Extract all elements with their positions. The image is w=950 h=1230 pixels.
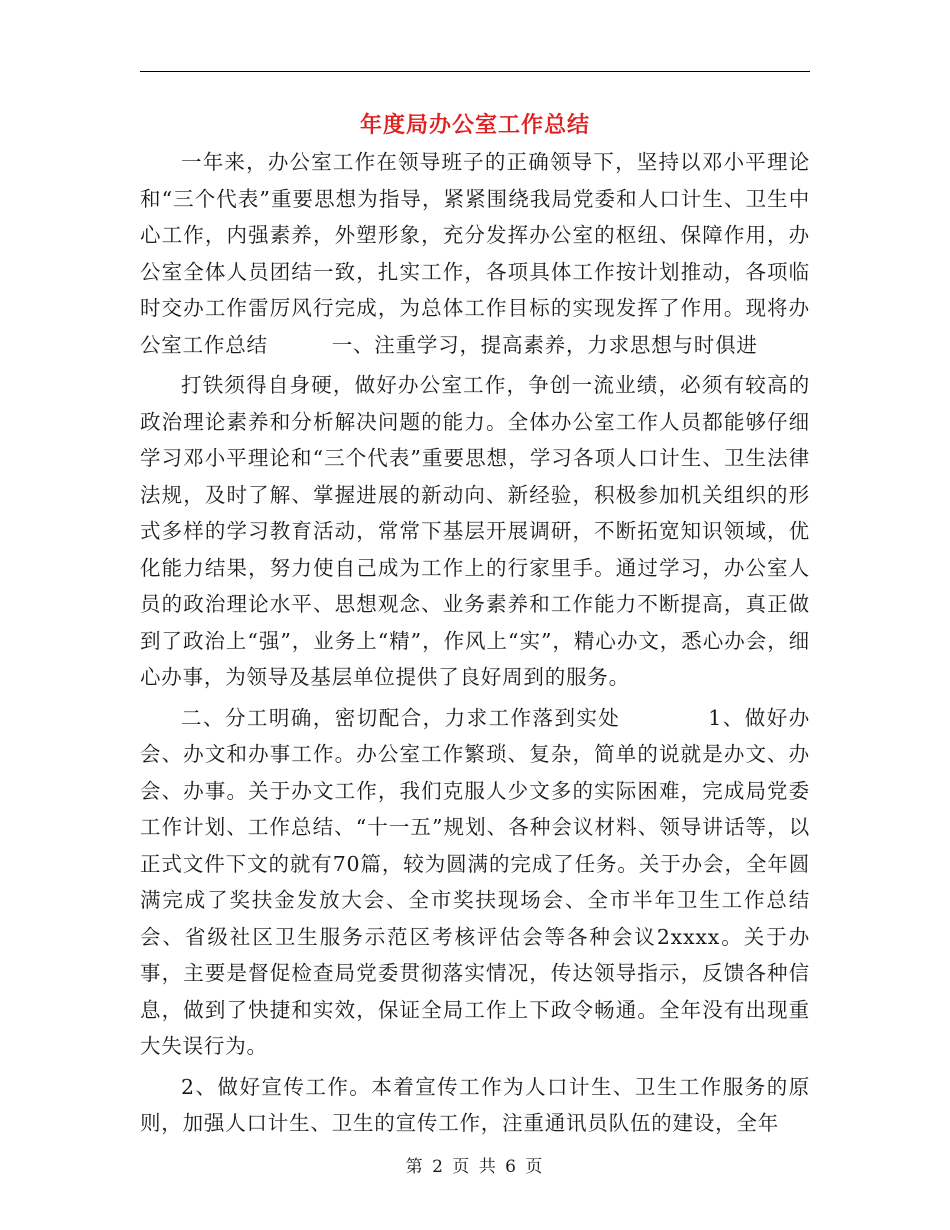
header-divider [140, 71, 810, 72]
paragraph: 一年来，办公室工作在领导班子的正确领导下，坚持以邓小平理论和“三个代表”重要思想为指导，紧紧围绕我局党委和人口计生、卫生中心工作，内强素养，外塑形象，充分发挥办公室的枢纽、保障作用，办公室全体人员团结一致，扎实工作，各项具体工作按计划推动，各项临时交办工作雷厉风行完成，为总体工作目标的实现发挥了作用。现将办公室工作总结 一、注重学习，提高素养，力求思想与时俱进 [140, 150, 810, 357]
paragraph: 打铁须得自身硬，做好办公室工作，争创一流业绩，必须有较高的政治理论素养和分析解决问题的能力。全体办公室工作人员都能够仔细学习邓小平理论和“三个代表”重要思想，学习各项人口计生、卫生法律法规，及时了解、掌握进展的新动向、新经验，积极参加机关组织的形式多样的学习教育活动，常常下基层开展调研，不断拓宽知识领域，优化能力结果，努力使自己成为工作上的行家里手。通过学习，办公室人员的政治理论水平、思想观念、业务素养和工作能力不断提高，真正做到了政治上“强”，业务上“精”，作风上“实”，精心办文，悉心办会，细心办事，为领导及基层单位提供了良好周到的服务。 [140, 373, 810, 689]
paragraph: 二、分工明确，密切配合，力求工作落到实处 1、做好办会、办文和办事工作。办公室工作繁琐、复杂，简单的说就是办文、办会、办事。关于办文工作，我们克服人少文多的实际困难，完成局党委工作计划、工作总结、“十一五”规划、各种会议材料、领导讲话等，以正式文件下文的就有70篇，较为圆满的完成了任务。关于办会，全年圆满完成了奖扶金发放大会、全市奖扶现场会、全市半年卫生工作总结会、省级社区卫生服务示范区考核评估会等各种会议2xxxx。关于办事，主要是督促检查局党委贯彻落实情况，传达领导指示，反馈各种信息，做到了快捷和实效，保证全局工作上下政令畅通。全年没有出现重大失误行为。 [140, 705, 810, 1058]
document-title: 年度局办公室工作总结 [359, 112, 590, 138]
page-number-footer: 第 2 页 共 6 页 [405, 1157, 545, 1177]
paragraph: 2、做好宣传工作。本着宣传工作为人口计生、卫生工作服务的原则，加强人口计生、卫生的宣传工作，注重通讯员队伍的建设，全年 [140, 1074, 810, 1135]
document-body [140, 144, 810, 1142]
